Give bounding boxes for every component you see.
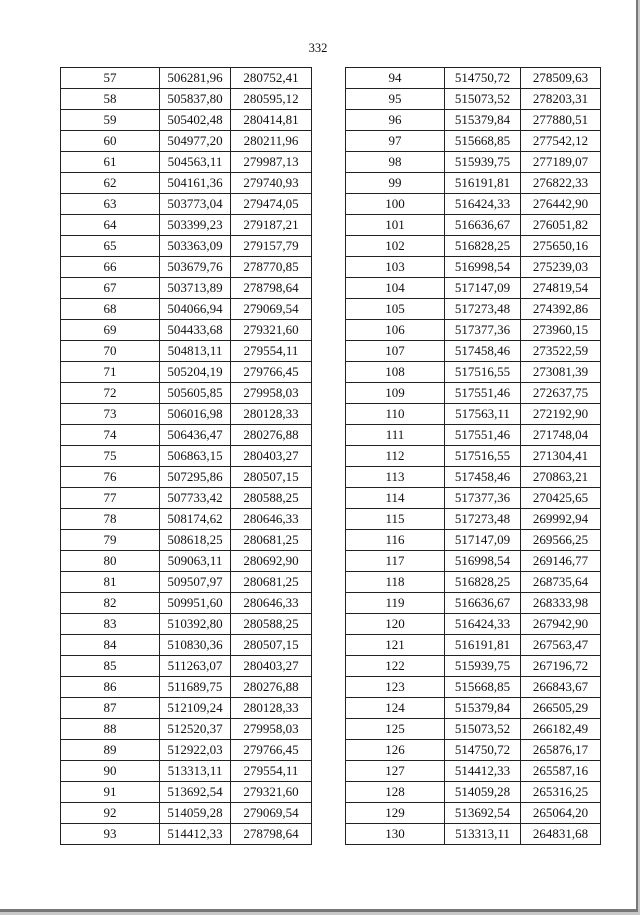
x-coordinate-cell: 506016,98 <box>160 404 231 425</box>
point-number-cell: 129 <box>346 803 445 824</box>
point-number-cell: 64 <box>61 215 160 236</box>
point-number-cell: 83 <box>61 614 160 635</box>
x-coordinate-cell: 509063,11 <box>160 551 231 572</box>
x-coordinate-cell: 516636,67 <box>445 593 521 614</box>
table-row <box>346 173 601 194</box>
point-number-cell: 102 <box>346 236 445 257</box>
table-row <box>346 89 601 110</box>
point-number-cell: 60 <box>61 131 160 152</box>
y-coordinate-cell: 280211,96 <box>231 131 312 152</box>
y-coordinate-cell: 279321,60 <box>231 782 312 803</box>
table-row <box>61 320 312 341</box>
x-coordinate-cell: 505837,80 <box>160 89 231 110</box>
table-row <box>61 341 312 362</box>
point-number-cell: 68 <box>61 299 160 320</box>
x-coordinate-cell: 503773,04 <box>160 194 231 215</box>
point-number-cell: 105 <box>346 299 445 320</box>
x-coordinate-cell: 513313,11 <box>160 761 231 782</box>
point-number-cell: 62 <box>61 173 160 194</box>
table-row <box>61 635 312 656</box>
table-row <box>346 299 601 320</box>
table-row <box>61 761 312 782</box>
x-coordinate-cell: 507733,42 <box>160 488 231 509</box>
table-row <box>61 278 312 299</box>
table-row <box>61 467 312 488</box>
x-coordinate-cell: 503713,89 <box>160 278 231 299</box>
x-coordinate-cell: 504977,20 <box>160 131 231 152</box>
x-coordinate-cell: 504813,11 <box>160 341 231 362</box>
x-coordinate-cell: 513313,11 <box>445 824 521 845</box>
point-number-cell: 107 <box>346 341 445 362</box>
y-coordinate-cell: 276051,82 <box>521 215 601 236</box>
table-row <box>346 131 601 152</box>
table-row <box>346 446 601 467</box>
table-row <box>346 593 601 614</box>
point-number-cell: 88 <box>61 719 160 740</box>
y-coordinate-cell: 280646,33 <box>231 593 312 614</box>
x-coordinate-cell: 506436,47 <box>160 425 231 446</box>
point-number-cell: 89 <box>61 740 160 761</box>
point-number-cell: 87 <box>61 698 160 719</box>
y-coordinate-cell: 280588,25 <box>231 488 312 509</box>
point-number-cell: 113 <box>346 467 445 488</box>
y-coordinate-cell: 280276,88 <box>231 677 312 698</box>
y-coordinate-cell: 280128,33 <box>231 404 312 425</box>
point-number-cell: 58 <box>61 89 160 110</box>
x-coordinate-cell: 503399,23 <box>160 215 231 236</box>
x-coordinate-cell: 513692,54 <box>445 803 521 824</box>
point-number-cell: 127 <box>346 761 445 782</box>
point-number-cell: 121 <box>346 635 445 656</box>
x-coordinate-cell: 514750,72 <box>445 68 521 89</box>
table-row <box>61 656 312 677</box>
x-coordinate-cell: 504433,68 <box>160 320 231 341</box>
y-coordinate-cell: 280507,15 <box>231 635 312 656</box>
x-coordinate-cell: 514412,33 <box>445 761 521 782</box>
x-coordinate-cell: 505402,48 <box>160 110 231 131</box>
point-number-cell: 67 <box>61 278 160 299</box>
y-coordinate-cell: 280414,81 <box>231 110 312 131</box>
x-coordinate-cell: 509507,97 <box>160 572 231 593</box>
point-number-cell: 119 <box>346 593 445 614</box>
table-row <box>346 551 601 572</box>
y-coordinate-cell: 273522,59 <box>521 341 601 362</box>
point-number-cell: 124 <box>346 698 445 719</box>
y-coordinate-cell: 279958,03 <box>231 719 312 740</box>
x-coordinate-cell: 517377,36 <box>445 488 521 509</box>
point-number-cell: 71 <box>61 362 160 383</box>
table-row <box>61 362 312 383</box>
y-coordinate-cell: 265876,17 <box>521 740 601 761</box>
point-number-cell: 77 <box>61 488 160 509</box>
point-number-cell: 103 <box>346 257 445 278</box>
point-number-cell: 84 <box>61 635 160 656</box>
x-coordinate-cell: 517551,46 <box>445 425 521 446</box>
x-coordinate-cell: 517516,55 <box>445 446 521 467</box>
table-row <box>61 68 312 89</box>
point-number-cell: 63 <box>61 194 160 215</box>
table-row <box>61 152 312 173</box>
point-number-cell: 116 <box>346 530 445 551</box>
table-row <box>346 803 601 824</box>
point-number-cell: 93 <box>61 824 160 845</box>
y-coordinate-cell: 280276,88 <box>231 425 312 446</box>
point-number-cell: 85 <box>61 656 160 677</box>
point-number-cell: 101 <box>346 215 445 236</box>
y-coordinate-cell: 280403,27 <box>231 446 312 467</box>
x-coordinate-cell: 516424,33 <box>445 194 521 215</box>
x-coordinate-cell: 510830,36 <box>160 635 231 656</box>
y-coordinate-cell: 279069,54 <box>231 299 312 320</box>
y-coordinate-cell: 277189,07 <box>521 152 601 173</box>
table-row <box>61 488 312 509</box>
x-coordinate-cell: 504563,11 <box>160 152 231 173</box>
y-coordinate-cell: 267563,47 <box>521 635 601 656</box>
x-coordinate-cell: 516424,33 <box>445 614 521 635</box>
y-coordinate-cell: 265316,25 <box>521 782 601 803</box>
table-row <box>61 383 312 404</box>
y-coordinate-cell: 279069,54 <box>231 803 312 824</box>
table-row <box>346 656 601 677</box>
point-number-cell: 75 <box>61 446 160 467</box>
table-row <box>346 215 601 236</box>
point-number-cell: 74 <box>61 425 160 446</box>
table-row <box>346 782 601 803</box>
point-number-cell: 96 <box>346 110 445 131</box>
y-coordinate-cell: 269146,77 <box>521 551 601 572</box>
y-coordinate-cell: 266182,49 <box>521 719 601 740</box>
point-number-cell: 110 <box>346 404 445 425</box>
x-coordinate-cell: 504066,94 <box>160 299 231 320</box>
point-number-cell: 59 <box>61 110 160 131</box>
table-row <box>61 446 312 467</box>
point-number-cell: 99 <box>346 173 445 194</box>
x-coordinate-cell: 516998,54 <box>445 551 521 572</box>
x-coordinate-cell: 506281,96 <box>160 68 231 89</box>
y-coordinate-cell: 279766,45 <box>231 740 312 761</box>
table-row <box>61 803 312 824</box>
x-coordinate-cell: 513692,54 <box>160 782 231 803</box>
table-row <box>346 404 601 425</box>
table-row <box>346 320 601 341</box>
table-row <box>346 278 601 299</box>
x-coordinate-cell: 516998,54 <box>445 257 521 278</box>
point-number-cell: 118 <box>346 572 445 593</box>
x-coordinate-cell: 514750,72 <box>445 740 521 761</box>
y-coordinate-cell: 270425,65 <box>521 488 601 509</box>
y-coordinate-cell: 280403,27 <box>231 656 312 677</box>
table-row <box>61 509 312 530</box>
table-row <box>61 740 312 761</box>
x-coordinate-cell: 510392,80 <box>160 614 231 635</box>
table-row <box>61 593 312 614</box>
x-coordinate-cell: 515073,52 <box>445 89 521 110</box>
point-number-cell: 80 <box>61 551 160 572</box>
y-coordinate-cell: 278203,31 <box>521 89 601 110</box>
point-number-cell: 97 <box>346 131 445 152</box>
y-coordinate-cell: 276822,33 <box>521 173 601 194</box>
table-row <box>61 824 312 845</box>
point-number-cell: 123 <box>346 677 445 698</box>
y-coordinate-cell: 280507,15 <box>231 467 312 488</box>
point-number-cell: 86 <box>61 677 160 698</box>
table-row <box>61 782 312 803</box>
y-coordinate-cell: 279554,11 <box>231 761 312 782</box>
x-coordinate-cell: 517273,48 <box>445 509 521 530</box>
y-coordinate-cell: 279321,60 <box>231 320 312 341</box>
x-coordinate-cell: 515939,75 <box>445 152 521 173</box>
table-row <box>61 173 312 194</box>
y-coordinate-cell: 278770,85 <box>231 257 312 278</box>
y-coordinate-cell: 280681,25 <box>231 530 312 551</box>
y-coordinate-cell: 272192,90 <box>521 404 601 425</box>
y-coordinate-cell: 277542,12 <box>521 131 601 152</box>
x-coordinate-cell: 515939,75 <box>445 656 521 677</box>
y-coordinate-cell: 272637,75 <box>521 383 601 404</box>
point-number-cell: 125 <box>346 719 445 740</box>
point-number-cell: 122 <box>346 656 445 677</box>
point-number-cell: 98 <box>346 152 445 173</box>
point-number-cell: 108 <box>346 362 445 383</box>
y-coordinate-cell: 264831,68 <box>521 824 601 845</box>
table-row <box>346 110 601 131</box>
table-row <box>346 530 601 551</box>
x-coordinate-cell: 508174,62 <box>160 509 231 530</box>
point-number-cell: 90 <box>61 761 160 782</box>
x-coordinate-cell: 512922,03 <box>160 740 231 761</box>
point-number-cell: 72 <box>61 383 160 404</box>
table-row <box>346 509 601 530</box>
point-number-cell: 91 <box>61 782 160 803</box>
x-coordinate-cell: 514059,28 <box>445 782 521 803</box>
y-coordinate-cell: 274819,54 <box>521 278 601 299</box>
point-number-cell: 117 <box>346 551 445 572</box>
point-number-cell: 73 <box>61 404 160 425</box>
y-coordinate-cell: 271748,04 <box>521 425 601 446</box>
table-row <box>346 236 601 257</box>
x-coordinate-cell: 511689,75 <box>160 677 231 698</box>
table-row <box>61 425 312 446</box>
y-coordinate-cell: 280692,90 <box>231 551 312 572</box>
y-coordinate-cell: 266843,67 <box>521 677 601 698</box>
y-coordinate-cell: 270863,21 <box>521 467 601 488</box>
point-number-cell: 104 <box>346 278 445 299</box>
point-number-cell: 82 <box>61 593 160 614</box>
y-coordinate-cell: 269992,94 <box>521 509 601 530</box>
y-coordinate-cell: 277880,51 <box>521 110 601 131</box>
point-number-cell: 76 <box>61 467 160 488</box>
point-number-cell: 126 <box>346 740 445 761</box>
point-number-cell: 112 <box>346 446 445 467</box>
table-row <box>346 257 601 278</box>
x-coordinate-cell: 516636,67 <box>445 215 521 236</box>
point-number-cell: 66 <box>61 257 160 278</box>
table-row <box>346 740 601 761</box>
y-coordinate-cell: 279554,11 <box>231 341 312 362</box>
x-coordinate-cell: 506863,15 <box>160 446 231 467</box>
y-coordinate-cell: 266505,29 <box>521 698 601 719</box>
y-coordinate-cell: 279987,13 <box>231 152 312 173</box>
table-row <box>346 824 601 845</box>
point-number-cell: 111 <box>346 425 445 446</box>
x-coordinate-cell: 517458,46 <box>445 341 521 362</box>
point-number-cell: 120 <box>346 614 445 635</box>
x-coordinate-cell: 514059,28 <box>160 803 231 824</box>
point-number-cell: 94 <box>346 68 445 89</box>
table-row <box>61 677 312 698</box>
table-row <box>346 698 601 719</box>
table-row <box>61 719 312 740</box>
x-coordinate-cell: 517273,48 <box>445 299 521 320</box>
table-row <box>61 572 312 593</box>
x-coordinate-cell: 516191,81 <box>445 173 521 194</box>
y-coordinate-cell: 279766,45 <box>231 362 312 383</box>
table-row <box>346 341 601 362</box>
y-coordinate-cell: 268735,64 <box>521 572 601 593</box>
x-coordinate-cell: 515073,52 <box>445 719 521 740</box>
table-row <box>346 614 601 635</box>
x-coordinate-cell: 504161,36 <box>160 173 231 194</box>
x-coordinate-cell: 512109,24 <box>160 698 231 719</box>
y-coordinate-cell: 279474,05 <box>231 194 312 215</box>
point-number-cell: 57 <box>61 68 160 89</box>
point-number-cell: 115 <box>346 509 445 530</box>
coordinates-table-left <box>60 67 312 845</box>
y-coordinate-cell: 279958,03 <box>231 383 312 404</box>
x-coordinate-cell: 516828,25 <box>445 572 521 593</box>
y-coordinate-cell: 280588,25 <box>231 614 312 635</box>
x-coordinate-cell: 516191,81 <box>445 635 521 656</box>
y-coordinate-cell: 280681,25 <box>231 572 312 593</box>
y-coordinate-cell: 278798,64 <box>231 278 312 299</box>
x-coordinate-cell: 516828,25 <box>445 236 521 257</box>
table-row <box>61 257 312 278</box>
x-coordinate-cell: 517147,09 <box>445 530 521 551</box>
x-coordinate-cell: 517377,36 <box>445 320 521 341</box>
y-coordinate-cell: 280595,12 <box>231 89 312 110</box>
table-row <box>346 362 601 383</box>
x-coordinate-cell: 517458,46 <box>445 467 521 488</box>
point-number-cell: 92 <box>61 803 160 824</box>
x-coordinate-cell: 517551,46 <box>445 383 521 404</box>
point-number-cell: 106 <box>346 320 445 341</box>
table-row <box>61 110 312 131</box>
y-coordinate-cell: 273960,15 <box>521 320 601 341</box>
y-coordinate-cell: 275239,03 <box>521 257 601 278</box>
point-number-cell: 65 <box>61 236 160 257</box>
table-row <box>61 404 312 425</box>
y-coordinate-cell: 280646,33 <box>231 509 312 530</box>
x-coordinate-cell: 515379,84 <box>445 698 521 719</box>
table-row <box>346 719 601 740</box>
x-coordinate-cell: 517563,11 <box>445 404 521 425</box>
point-number-cell: 79 <box>61 530 160 551</box>
y-coordinate-cell: 273081,39 <box>521 362 601 383</box>
y-coordinate-cell: 276442,90 <box>521 194 601 215</box>
y-coordinate-cell: 280752,41 <box>231 68 312 89</box>
table-row <box>346 194 601 215</box>
table-row <box>346 677 601 698</box>
x-coordinate-cell: 511263,07 <box>160 656 231 677</box>
x-coordinate-cell: 515668,85 <box>445 677 521 698</box>
x-coordinate-cell: 508618,25 <box>160 530 231 551</box>
y-coordinate-cell: 267942,90 <box>521 614 601 635</box>
x-coordinate-cell: 517516,55 <box>445 362 521 383</box>
table-row <box>346 572 601 593</box>
table-row <box>61 530 312 551</box>
table-row <box>61 236 312 257</box>
table-row <box>61 194 312 215</box>
y-coordinate-cell: 278509,63 <box>521 68 601 89</box>
table-row <box>346 68 601 89</box>
point-number-cell: 95 <box>346 89 445 110</box>
table-row <box>61 89 312 110</box>
page-number: 332 <box>308 41 328 55</box>
y-coordinate-cell: 265064,20 <box>521 803 601 824</box>
table-row <box>61 131 312 152</box>
table-row <box>61 614 312 635</box>
x-coordinate-cell: 503363,09 <box>160 236 231 257</box>
y-coordinate-cell: 269566,25 <box>521 530 601 551</box>
y-coordinate-cell: 279740,93 <box>231 173 312 194</box>
y-coordinate-cell: 280128,33 <box>231 698 312 719</box>
table-row <box>346 425 601 446</box>
table-row <box>61 551 312 572</box>
y-coordinate-cell: 279187,21 <box>231 215 312 236</box>
table-row <box>346 152 601 173</box>
x-coordinate-cell: 515668,85 <box>445 131 521 152</box>
x-coordinate-cell: 507295,86 <box>160 467 231 488</box>
point-number-cell: 100 <box>346 194 445 215</box>
x-coordinate-cell: 514412,33 <box>160 824 231 845</box>
x-coordinate-cell: 515379,84 <box>445 110 521 131</box>
x-coordinate-cell: 509951,60 <box>160 593 231 614</box>
point-number-cell: 128 <box>346 782 445 803</box>
table-row <box>61 698 312 719</box>
table-row <box>346 383 601 404</box>
x-coordinate-cell: 505605,85 <box>160 383 231 404</box>
point-number-cell: 70 <box>61 341 160 362</box>
y-coordinate-cell: 267196,72 <box>521 656 601 677</box>
table-row <box>61 215 312 236</box>
y-coordinate-cell: 279157,79 <box>231 236 312 257</box>
table-row <box>346 488 601 509</box>
table-row <box>346 761 601 782</box>
table-row <box>346 635 601 656</box>
coordinates-table-right <box>345 67 601 845</box>
x-coordinate-cell: 517147,09 <box>445 278 521 299</box>
y-coordinate-cell: 271304,41 <box>521 446 601 467</box>
y-coordinate-cell: 278798,64 <box>231 824 312 845</box>
point-number-cell: 114 <box>346 488 445 509</box>
y-coordinate-cell: 275650,16 <box>521 236 601 257</box>
y-coordinate-cell: 265587,16 <box>521 761 601 782</box>
point-number-cell: 81 <box>61 572 160 593</box>
point-number-cell: 109 <box>346 383 445 404</box>
x-coordinate-cell: 505204,19 <box>160 362 231 383</box>
point-number-cell: 61 <box>61 152 160 173</box>
table-row <box>61 299 312 320</box>
x-coordinate-cell: 503679,76 <box>160 257 231 278</box>
table-row <box>346 467 601 488</box>
y-coordinate-cell: 274392,86 <box>521 299 601 320</box>
point-number-cell: 69 <box>61 320 160 341</box>
x-coordinate-cell: 512520,37 <box>160 719 231 740</box>
point-number-cell: 130 <box>346 824 445 845</box>
y-coordinate-cell: 268333,98 <box>521 593 601 614</box>
point-number-cell: 78 <box>61 509 160 530</box>
